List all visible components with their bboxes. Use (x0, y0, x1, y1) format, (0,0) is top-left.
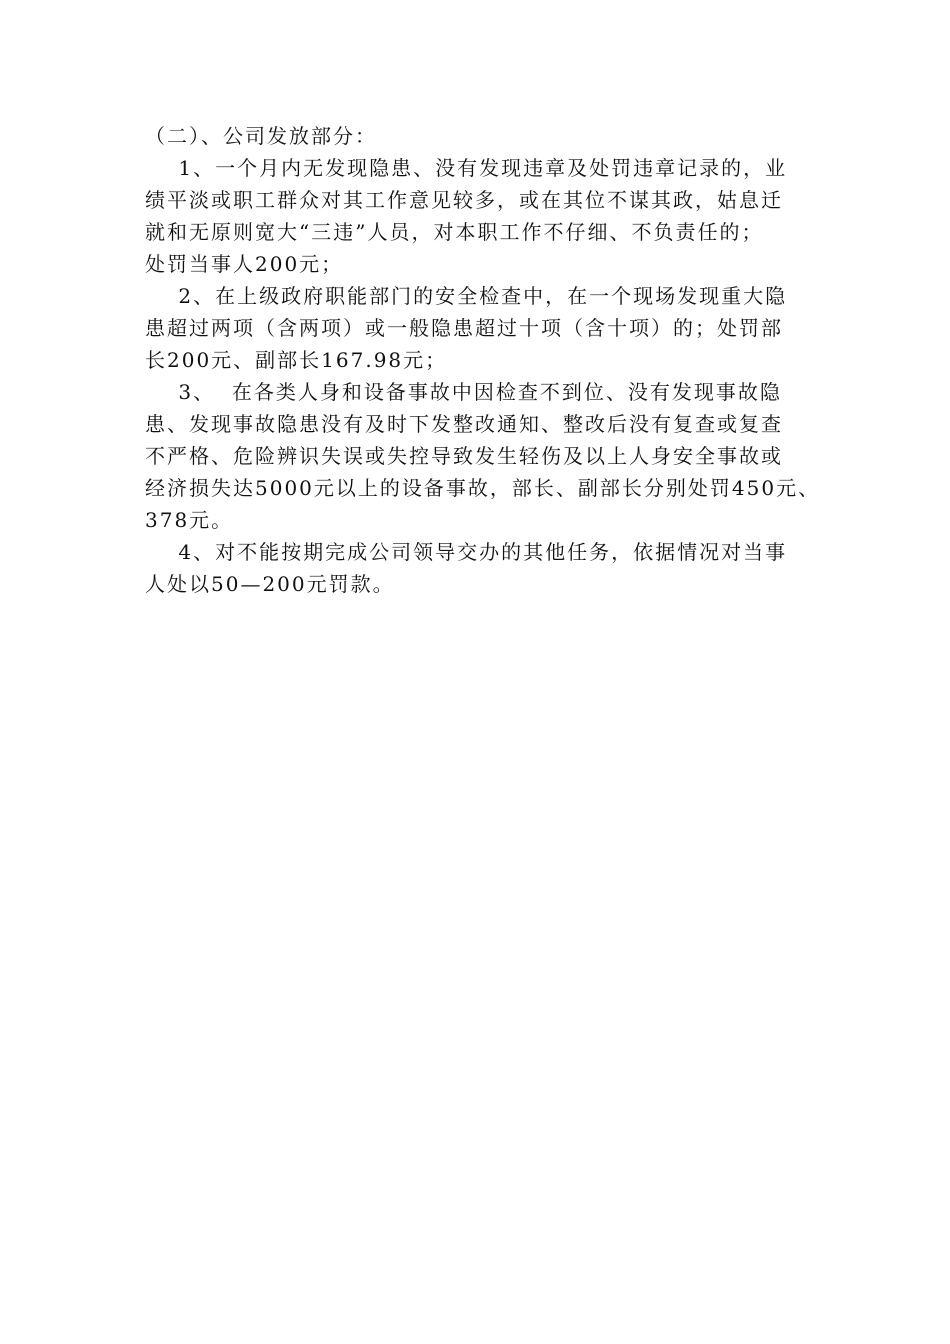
paragraph-line: 患、发现事故隐患没有及时下发整改通知、整改后没有复查或复查 (145, 412, 783, 436)
document-body (145, 120, 825, 600)
paragraph-line: 2、在上级政府职能部门的安全检查中，在一个现场发现重大隐 (145, 284, 788, 308)
paragraph-line: 经济损失达5000元以上的设备事故，部长、副部长分别处罚450元、 (145, 476, 821, 500)
paragraph-line: 处罚当事人200元； (145, 252, 344, 276)
paragraph-line: 4、对不能按期完成公司领导交办的其他任务，依据情况对当事 (145, 540, 788, 564)
paragraph-line: 绩平淡或职工群众对其工作意见较多，或在其位不谋其政，姑息迁 (145, 188, 783, 212)
section-heading: （二）、公司发放部分： (145, 124, 377, 148)
paragraph-line: 就和无原则宽大“三违”人员，对本职工作不仔细、不负责任的； (145, 220, 764, 244)
paragraph-line: 378元。 (145, 508, 234, 532)
paragraph-line: 人处以50—200元罚款。 (145, 572, 395, 596)
paragraph-line: 患超过两项（含两项）或一般隐患超过十项（含十项）的；处罚部 (145, 316, 783, 340)
paragraph-line: 长200元、副部长167.98元； (145, 348, 448, 372)
paragraph-line: 3、 在各类人身和设备事故中因检查不到位、没有发现事故隐 (145, 380, 782, 404)
paragraph-line: 不严格、危险辨识失误或失控导致发生轻伤及以上人身安全事故或 (145, 444, 783, 468)
paragraph-line: 1、一个月内无发现隐患、没有发现违章及处罚违章记录的，业 (145, 156, 788, 180)
